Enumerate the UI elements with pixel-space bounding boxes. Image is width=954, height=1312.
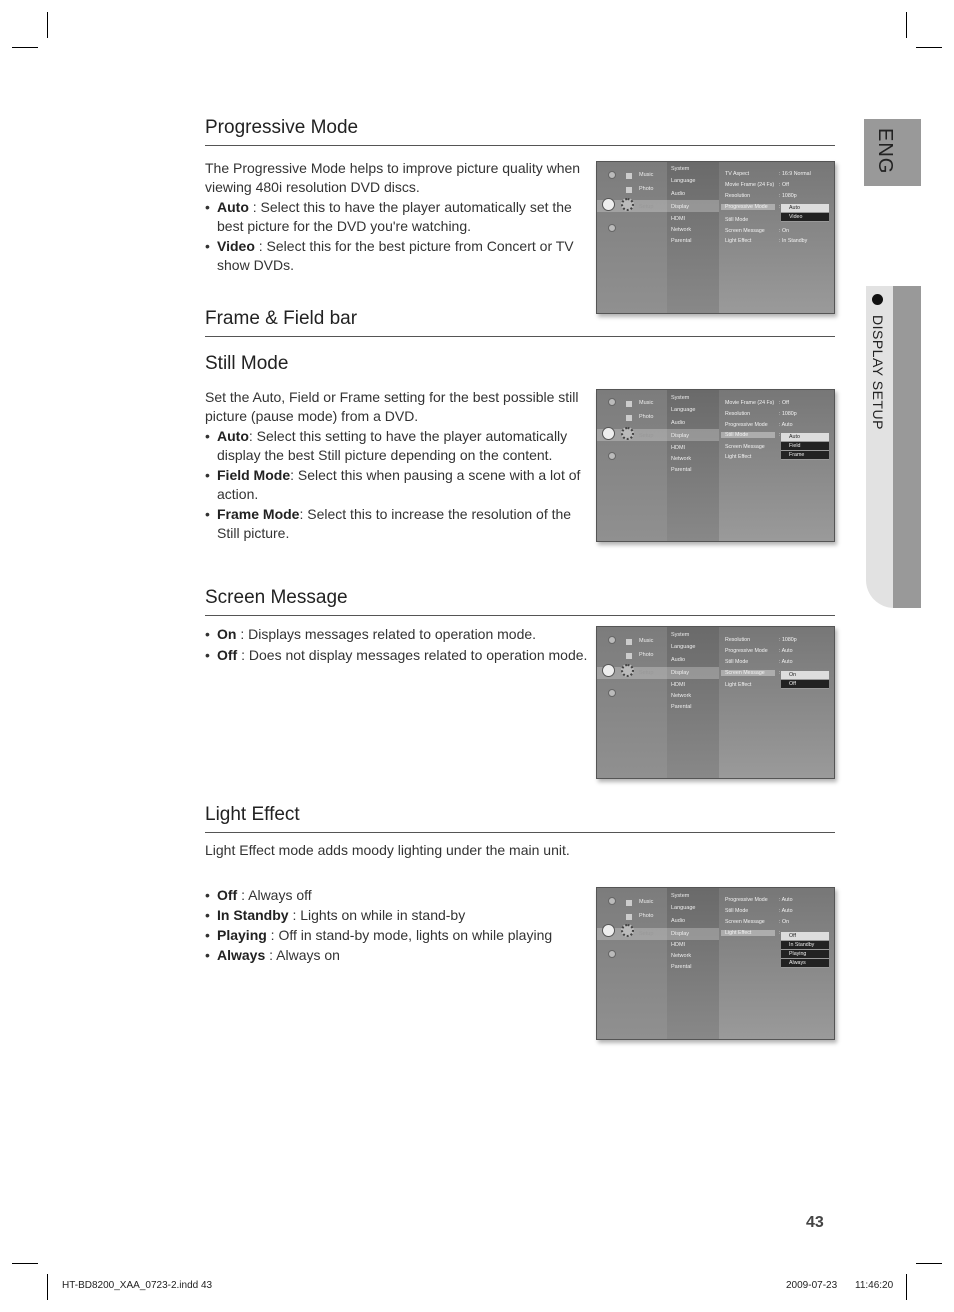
gear-icon (621, 198, 634, 211)
gear-icon (621, 664, 634, 677)
disc-icon (602, 198, 615, 211)
screen-message-heading: Screen Message (205, 587, 835, 616)
light-effect-heading: Light Effect (205, 804, 835, 833)
light-effect-intro: Light Effect mode adds moody lighting under the main unit. (205, 842, 570, 858)
side-tab-bar (893, 286, 921, 608)
light-effect-options: • Off : Always off • In Standby : Lights on while in stand-by • Playing : Off in stand-by mode, lights on while playing • Always : Always on (205, 885, 583, 965)
side-bullet-icon (872, 294, 883, 305)
gear-icon (621, 924, 634, 937)
crop-mark (916, 1263, 942, 1264)
page-number: 43 (806, 1214, 824, 1231)
progressive-mode-heading: Progressive Mode (205, 117, 835, 146)
frame-field-heading: Frame & Field bar (205, 308, 835, 337)
disc-icon (602, 664, 615, 677)
crop-mark (12, 1263, 38, 1264)
still-mode-text: Set the Auto, Field or Frame setting for the best possible still picture (pause mode) from a DVD. • Auto: Select this setting to have the player automatically display the best Still picture depending on the content. • Field Mode: Select this when pausing a scene with a lot of action. • Frame Mode: Select this to increase the resolution of the Still picture. (205, 388, 583, 543)
language-tab: ENG (864, 119, 921, 186)
footer-date: 2009-07-23 (786, 1280, 838, 1291)
crop-mark (906, 1274, 907, 1300)
progressive-mode-text: The Progressive Mode helps to improve picture quality when viewing 480i resolution DVD discs. • Auto : Select this to have the player automatically set the best picture for the DVD you're watching. • Video : Select this for the best picture from Concert or TV show DVDs. (205, 159, 583, 275)
crop-mark (906, 12, 907, 38)
still-mode-screen: Music Photo Setup System Language Audio Display HDMI Network Parental Movie Frame (24 Fs) : Off Resolution : 1080p Progressive Mode : Auto Still Mode : Screen Message Light Effect Auto Field Frame (596, 389, 835, 542)
still-mode-heading: Still Mode (205, 353, 289, 374)
section-side-label: DISPLAY SETUP (870, 315, 886, 430)
crop-mark (47, 1274, 48, 1300)
screen-message-text: • On : Displays messages related to operation mode. • Off : Does not display messages related to operation mode. (205, 624, 605, 665)
footer-time: 11:46:20 (855, 1280, 894, 1291)
crop-mark (916, 47, 942, 48)
light-effect-screen: Music Photo Setup System Language Audio Display HDMI Network Parental Progressive Mode : Auto Still Mode : Auto Screen Message : On Light Effect : Off In Standby Playing Always (596, 887, 835, 1040)
disc-icon (602, 924, 615, 937)
crop-mark (47, 12, 48, 38)
disc-icon (602, 427, 615, 440)
progressive-mode-screen: Music Photo Setup System Language Audio Display HDMI Network Parental TV Aspect : 16:9 Normal Movie Frame (24 Fs) : Off Resolution : 1080p Progressive Mode : Still Mode Screen Message : On Light Effect : In Standby Auto Video (596, 161, 835, 314)
crop-mark (12, 47, 38, 48)
footer-filename: HT-BD8200_XAA_0723-2.indd 43 (62, 1280, 213, 1291)
screen-message-screen: Music Photo Setup System Language Audio Display HDMI Network Parental Resolution : 1080p Progressive Mode : Auto Still Mode : Auto Screen Message : Light Effect On Off (596, 626, 835, 779)
gear-icon (621, 427, 634, 440)
